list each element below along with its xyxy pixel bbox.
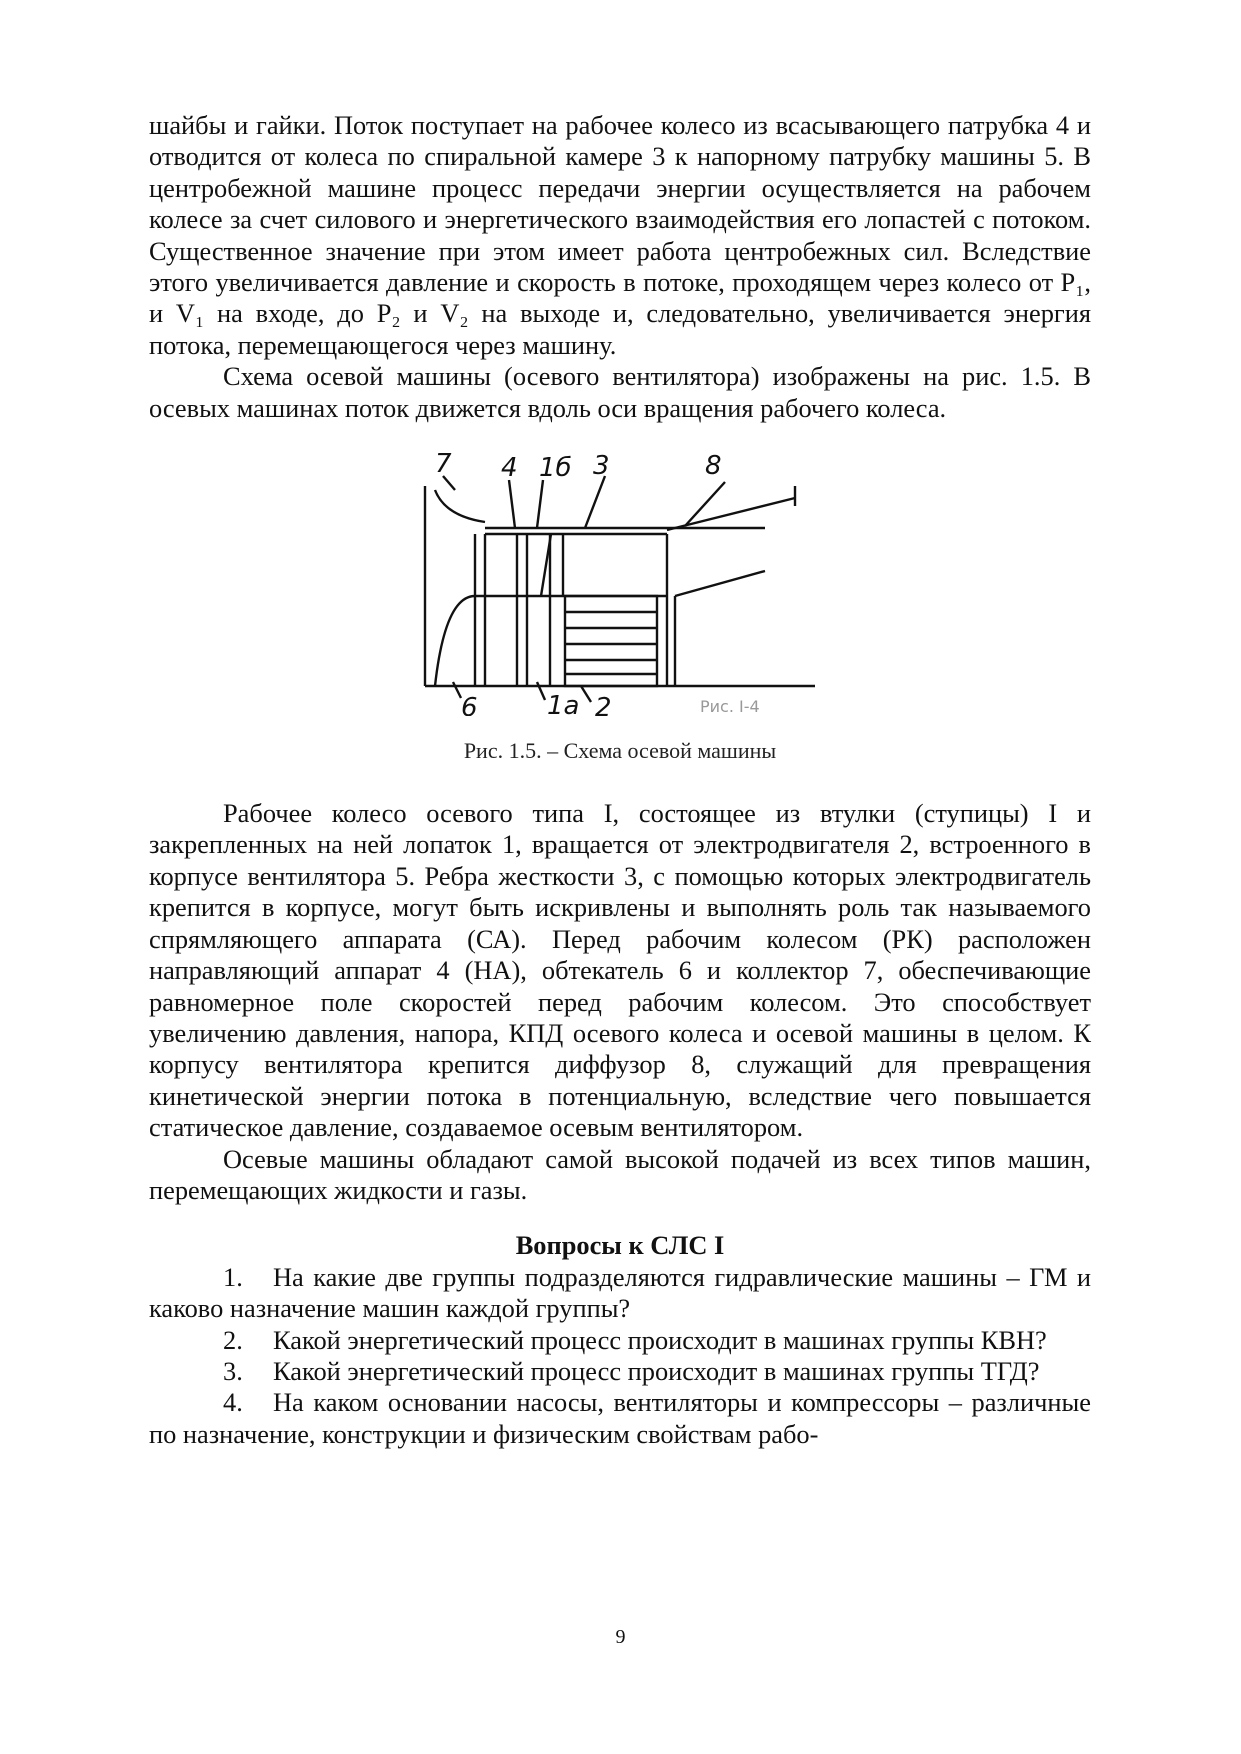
- question-4: [149, 1387, 1091, 1450]
- figure-caption: Рис. 1.5. – Схема осевой машины: [463, 738, 777, 764]
- label-1a: 1а: [547, 691, 580, 717]
- paragraph-4: Осевые машины обладают самой высокой подачей из всех типов машин, перемещающих жидкости и газы.: [149, 1143, 1091, 1205]
- inner-caption: Рис. I-4: [700, 697, 760, 717]
- question-1: [149, 1262, 1091, 1325]
- question-2: [149, 1325, 1091, 1356]
- collector-curve: [435, 490, 485, 522]
- question-number: 4.: [223, 1387, 243, 1418]
- page-number: 9: [615, 1626, 626, 1648]
- page-content: [149, 110, 1091, 1450]
- question-number: 2.: [223, 1324, 243, 1355]
- question-number: 3.: [223, 1355, 243, 1386]
- label-4: 4: [501, 453, 518, 484]
- label-1b: 1б: [539, 453, 572, 484]
- label-2: 2: [595, 693, 612, 717]
- label-8: 8: [705, 451, 722, 482]
- axial-machine-diagram: [405, 446, 845, 716]
- paragraph-3: Рабочее колесо осевого типа I, состоящее из втулки (ступицы) I и закрепленных на ней лопаток 1, вращается от электродвигателя 2, встроенного в корпусе вентилятора 5. Ребра жесткости 3, с помощью которых электродвигатель крепится в корпусе, могут быть искривлены и выполнять роль так называемого спрямляющего аппарата (СА). Перед рабочим колесом (РК) расположен направляющий аппарат 4 (НА), обтекатель 6 и коллектор 7, обеспечивающие равномерное поле скоростей перед рабочим колесом. Это способствует увеличению давления, напора, КПД осевого колеса и осевой машины в целом. К корпусу вентилятора крепится диффузор 8, служащий для превращения кинетической энергии потока в потенциальную, вследствие чего повышается статическое давление, создаваемое осевым вентилятором.: [149, 798, 1091, 1143]
- question-text: На какие две группы подразделяются гидравлические машины – ГМ и каково назначение машин каждой группы?: [149, 1261, 1091, 1324]
- question-3: [149, 1356, 1091, 1387]
- label-3: 3: [593, 451, 610, 482]
- paragraph-2: Схема осевой машины (осевого вентилятора) изображены на рис. 1.5. В осевых машинах поток движется вдоль оси вращения рабочего колеса.: [149, 361, 1091, 423]
- question-text: На каком основании насосы, вентиляторы и компрессоры – различные по назначение, конструкции и физическим свойствам рабо-: [149, 1387, 1091, 1449]
- paragraph-1: шайбы и гайки. Поток поступает на рабочее колесо из всасывающего патрубка 4 и отводится от колеса по спиральной камере 3 к напорному патрубку машины 5. В центробежной машине процесс передачи энергии осуществляется на рабочем колесе за счет силового и энергетического взаимодействия его лопастей с потоком. Существенное значение при этом имеет работа центробежных сил. Вследствие этого увеличивается давление и скорость в потоке, проходящем через колесо от P₁, и V₁ на входе, до P₂ и V₂ на выходе и, следовательно, увеличивается энергия потока, перемещающегося через машину.: [149, 110, 1091, 360]
- questions-title: Вопросы к СЛС I: [515, 1230, 725, 1261]
- label-6: 6: [461, 693, 478, 717]
- question-number: 1.: [223, 1261, 243, 1292]
- question-text: Какой энергетический процесс происходит в машинах группы ТГД?: [273, 1355, 1040, 1386]
- question-text: Какой энергетический процесс происходит в машинах группы КВН?: [273, 1324, 1047, 1355]
- figure-axial-machine: [149, 438, 1091, 778]
- label-7: 7: [435, 449, 452, 480]
